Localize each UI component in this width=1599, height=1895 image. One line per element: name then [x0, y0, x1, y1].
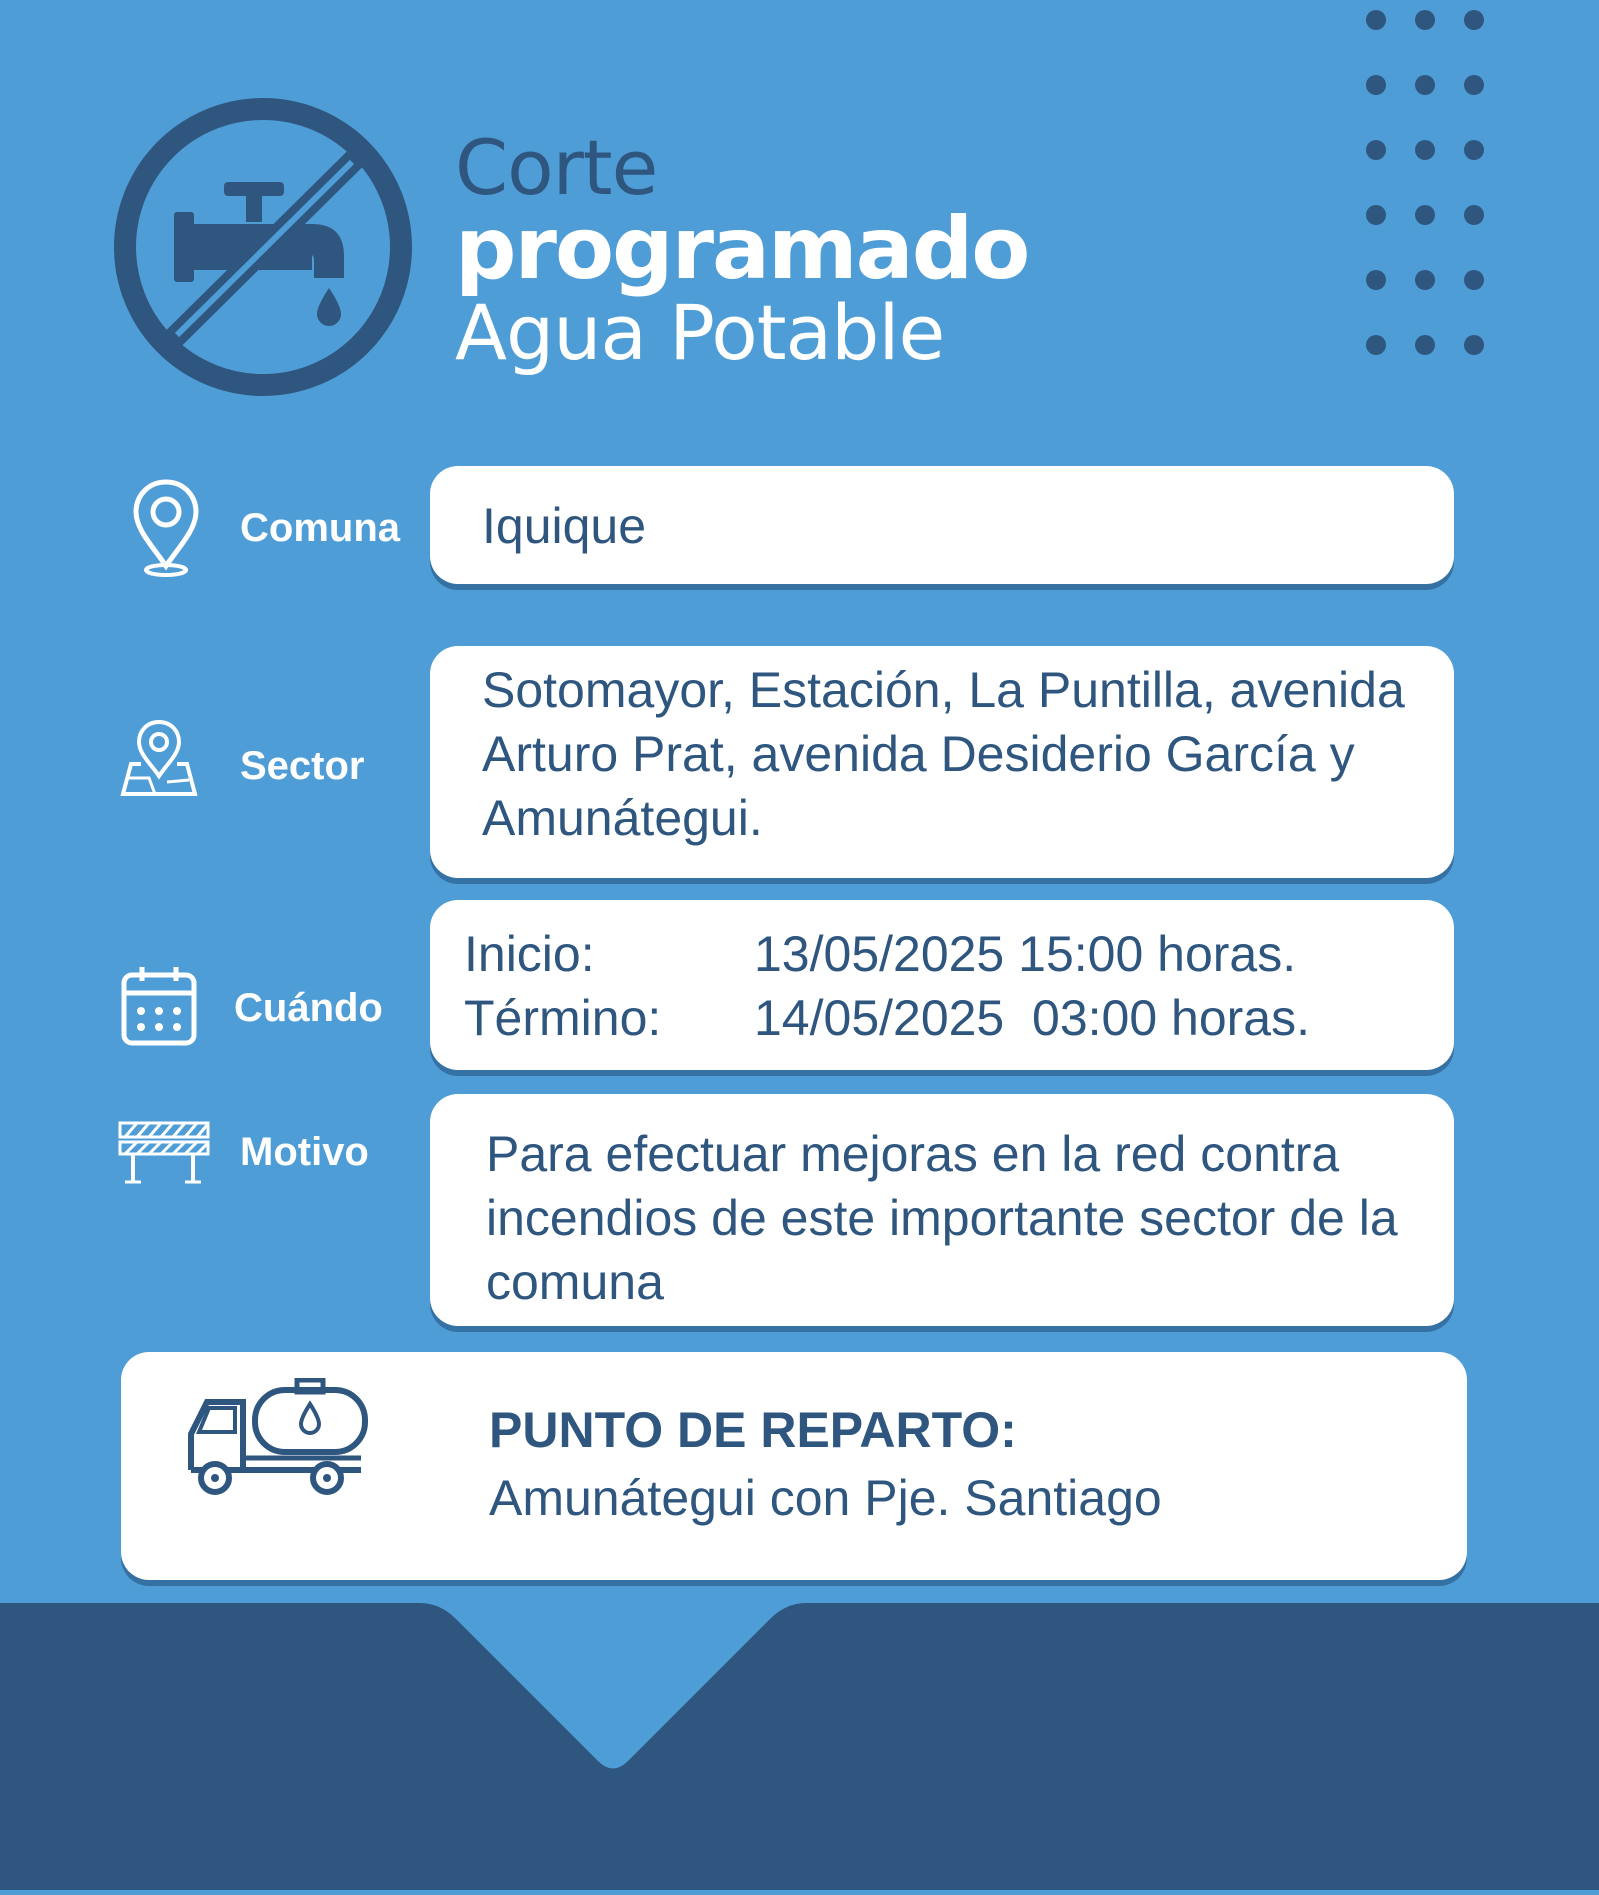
decorative-dot	[1366, 10, 1386, 30]
decorative-dot	[1366, 205, 1386, 225]
termino-row	[464, 986, 1454, 1050]
decorative-dot	[1415, 335, 1435, 355]
decorative-dot	[1366, 335, 1386, 355]
decorative-dot	[1464, 75, 1484, 95]
decorative-dot	[1366, 140, 1386, 160]
inicio-label: Inicio:	[464, 926, 595, 982]
comuna-card	[430, 466, 1454, 584]
termino-label: Término:	[464, 990, 662, 1046]
footer-band	[0, 1603, 1599, 1890]
road-barrier-icon	[117, 1120, 211, 1184]
decorative-dot	[1366, 270, 1386, 290]
decorative-dot	[1415, 270, 1435, 290]
motivo-value: Para efectuar mejoras en la red contra incendios de este importante sector de la comuna	[486, 1126, 1398, 1310]
decorative-dot	[1464, 270, 1484, 290]
delivery-card	[121, 1352, 1467, 1580]
sector-card	[430, 646, 1454, 878]
delivery-address: Amunátegui con Pje. Santiago	[489, 1470, 1162, 1526]
title-line-programado: programado	[455, 199, 1029, 299]
water-truck-icon	[185, 1378, 369, 1496]
comuna-label: Comuna	[240, 506, 400, 550]
decorative-dot	[1415, 140, 1435, 160]
cuando-card	[430, 900, 1454, 1070]
no-water-tap-icon	[112, 96, 414, 398]
title-line-agua-potable: Agua Potable	[455, 288, 945, 377]
title-line-corte: Corte	[455, 123, 658, 212]
decorative-dot	[1464, 335, 1484, 355]
motivo-card	[430, 1094, 1454, 1326]
inicio-value: 13/05/2025 15:00 horas.	[754, 926, 1297, 982]
page-title	[455, 123, 1155, 377]
decorative-dot	[1415, 10, 1435, 30]
decorative-dot	[1464, 10, 1484, 30]
decorative-dot	[1366, 75, 1386, 95]
decorative-dot-grid	[1366, 10, 1506, 360]
decorative-dot	[1464, 205, 1484, 225]
decorative-dot	[1415, 75, 1435, 95]
cuando-label: Cuándo	[234, 986, 383, 1030]
location-pin-icon	[132, 478, 200, 578]
delivery-text-block	[489, 1398, 1429, 1530]
inicio-row	[464, 922, 1454, 986]
comuna-value: Iquique	[482, 498, 647, 554]
delivery-title: PUNTO DE REPARTO:	[489, 1402, 1017, 1458]
sector-value: Sotomayor, Estación, La Puntilla, avenida Arturo Prat, avenida Desiderio García y Amunátegui.	[482, 662, 1405, 846]
sector-label: Sector	[240, 744, 365, 788]
calendar-icon	[120, 965, 198, 1047]
decorative-dot	[1415, 205, 1435, 225]
motivo-label: Motivo	[240, 1130, 369, 1174]
decorative-dot	[1464, 140, 1484, 160]
termino-value: 14/05/2025 03:00 horas.	[754, 990, 1311, 1046]
map-pin-icon	[119, 718, 199, 798]
